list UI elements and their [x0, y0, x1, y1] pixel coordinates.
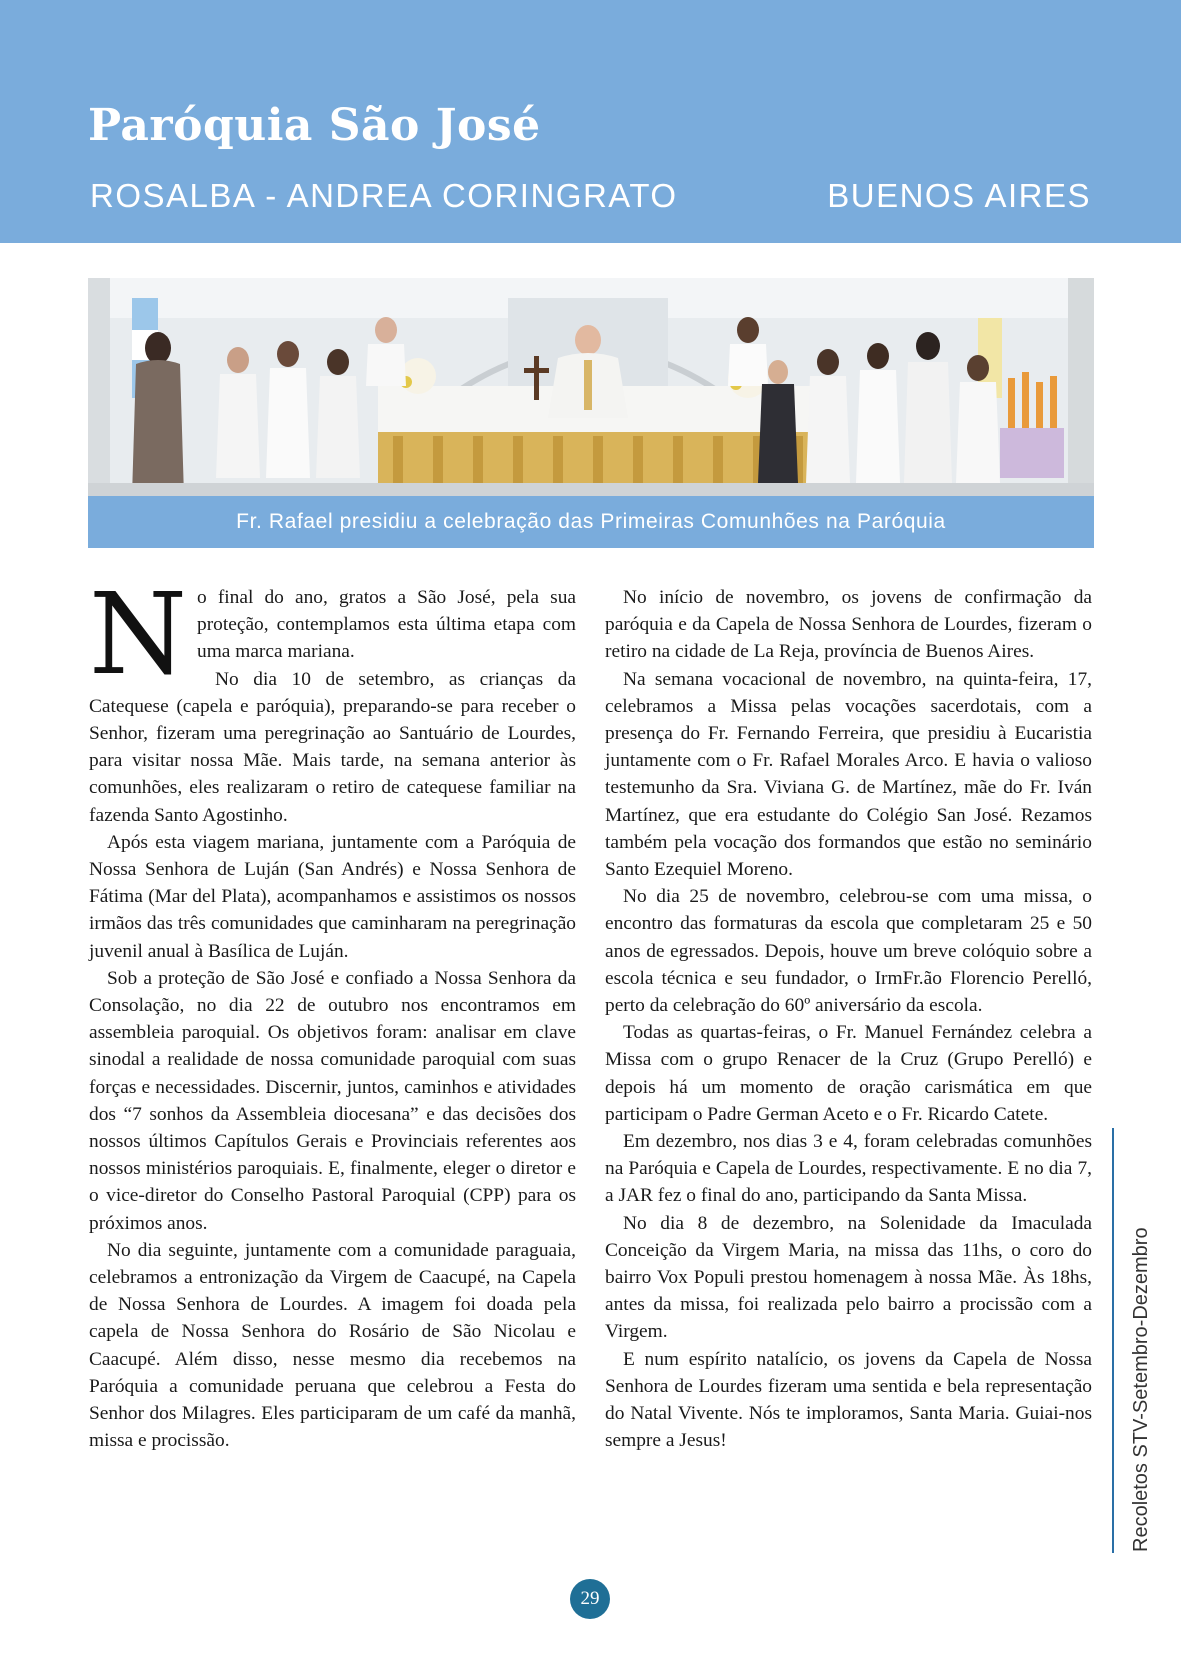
article-column-left [89, 570, 576, 1455]
page-title: Paróquia São José [88, 100, 541, 151]
publication-sidebar: Recoletos STV-Setembro-Dezembro [1130, 1227, 1152, 1552]
paragraph: No dia 10 de setembro, as crianças da Catequese (capela e paróquia), preparando-se para receber o Senhor, fizeram uma peregrinação ao Santuário de Lourdes, para visitar nossa Mãe. Mais tarde, na semana anterior às comunhões, eles realizaram o retiro de catequese familiar na fazenda Santo Agostinho. [89, 668, 576, 826]
paragraph: No início de novembro, os jovens de confirmação da paróquia e da Capela de Nossa Senhora de Lourdes, fizeram o retiro na cidade de La Reja, província de Buenos Aires. [605, 587, 1092, 663]
paragraph: Todas as quartas-feiras, o Fr. Manuel Fernández celebra a Missa com o grupo Renacer de la Cruz (Grupo Perelló) e depois há um momento de oração carismática em que participam o Padre German Aceto e o Fr. Ricardo Catete. [605, 1022, 1092, 1125]
paragraph: Sob a proteção de São José e confiado a Nossa Senhora da Consolação, no dia 22 de outubro nos encontramos em assembleia paroquial. Os objetivos foram: analisar em clave sinodal a realidade de nossa comunidade paroquial com suas forças e necessidades. Discernir, juntos, caminhos e atividades dos “7 sonhos da Assembleia diocesana” e das decisões dos nossos últimos Capítulos Gerais e Provinciais referentes aos nossos ministérios paroquiais. E, finalmente, eleger o diretor e o vice-diretor do Conselho Pastoral Paroquial (CPP) para os próximos anos. [89, 967, 576, 1234]
author-name: ROSALBA - ANDREA CORINGRATO [90, 177, 678, 214]
paragraph: Em dezembro, nos dias 3 e 4, foram celebradas comunhões na Paróquia e Capela de Lourdes, respectivamente. E no dia 7, a JAR fez o final do ano, participando da Santa Missa. [605, 1131, 1092, 1207]
sidebar-rule [1112, 1128, 1114, 1553]
article-column-right [605, 584, 1092, 1455]
paragraph: E num espírito natalício, os jovens da Capela de Nossa Senhora de Lourdes fizeram uma sentida e bela representação do Natal Vivente. Nós te imploramos, Santa Maria. Guiai-nos sempre a Jesus! [605, 1348, 1092, 1452]
celebration-photo [88, 278, 1094, 496]
paragraph: Após esta viagem mariana, juntamente com a Paróquia de Nossa Senhora de Luján (San Andrés) e Nossa Senhora de Fátima (Mar del Plata), acompanhamos e assistimos os nossos irmãos das três comunidades que caminharam na peregrinação juvenil anual à Basílica de Luján. [89, 831, 576, 962]
paragraph: No final do ano, gratos a São José, pela sua proteção, contemplamos esta última etapa com uma marca mariana. [89, 570, 576, 700]
page-number: 29 [570, 1579, 610, 1619]
paragraph: No dia seguinte, juntamente com a comunidade paraguaia, celebramos a entronização da Virgem de Caacupé, na Capela de Nossa Senhora de Lourdes. A imagem foi doada pela capela de Nossa Senhora do Rosário de São Nicolau e Caacupé. Além disso, nesse mesmo dia recebemos na Paróquia a comunidade peruana que celebrou a Festa do Senhor dos Milagres. Eles participaram de um café da manhã, missa e procissão. [89, 1239, 576, 1452]
paragraph: Na semana vocacional de novembro, na quinta-feira, 17, celebramos a Missa pelas vocações sacerdotais, com a presença do Fr. Fernando Ferreira, que presidiu à Eucaristia juntamente com o Fr. Rafael Morales Arco. E havia o valioso testemunho da Sra. Viviana G. de Martínez, mãe do Fr. Iván Martínez, que era estudante do Colégio San José. Rezamos também pela vocação dos formandos que estão no seminário Santo Ezequiel Moreno. [605, 668, 1092, 881]
city-name: BUENOS AIRES [827, 177, 1091, 214]
paragraph: No dia 25 de novembro, celebrou-se com uma missa, o encontro das formaturas da escola que completaram 25 e 50 anos de egressados. Depois, houve um breve colóquio sobre a escola técnica e seu fundador, o IrmFr.ão Florencio Perelló, perto da celebração do 60º aniversário da escola. [605, 886, 1092, 1017]
header-band [0, 0, 1181, 243]
paragraph: No dia 8 de dezembro, na Solenidade da Imaculada Conceição da Virgem Maria, na missa das 11hs, o coro do bairro Vox Populi prestou homenagem à nossa Mãe. Às 18hs, antes da missa, foi realizada pelo bairro a procissão com a Virgem. [605, 1212, 1092, 1343]
drop-cap: N [89, 570, 187, 700]
photo-caption: Fr. Rafael presidiu a celebração das Primeiras Comunhões na Paróquia [88, 496, 1094, 548]
